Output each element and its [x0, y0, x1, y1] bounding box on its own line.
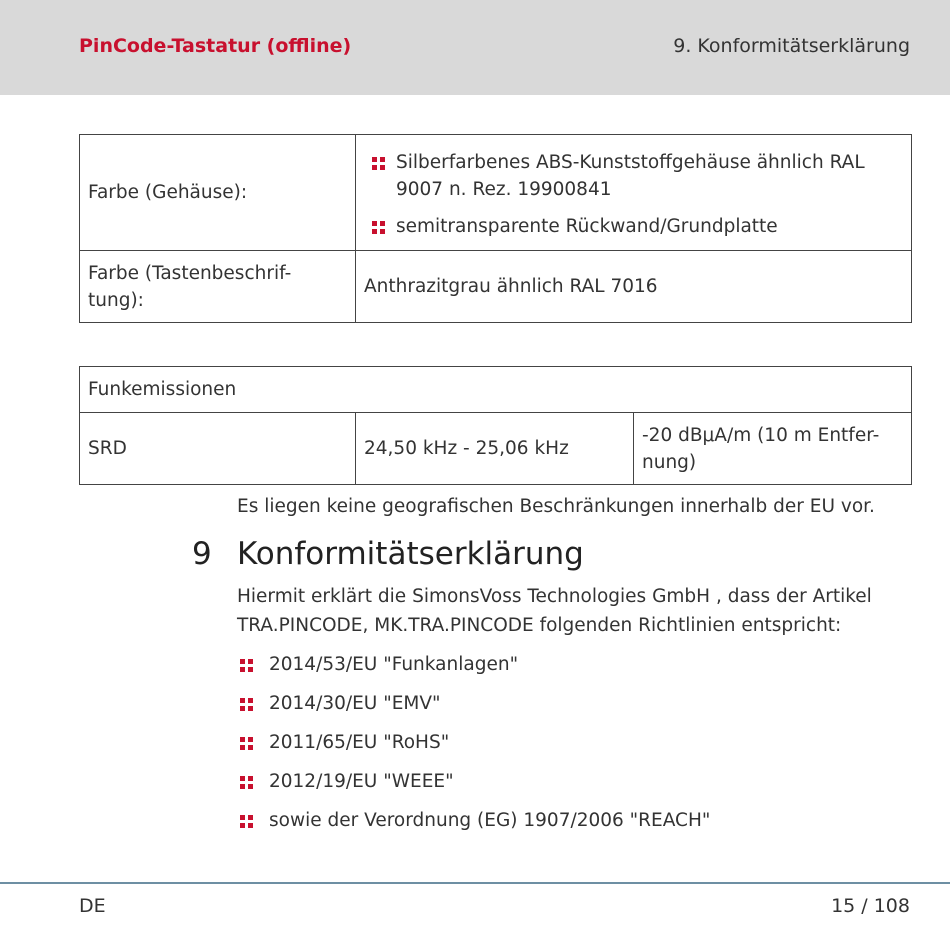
list-item-text: semitransparente Rückwand/Grundplatte [396, 216, 778, 237]
table-row [80, 135, 912, 251]
bullet-icon [240, 659, 253, 672]
bullet-icon [240, 815, 253, 828]
bullet-icon [240, 776, 253, 789]
directive-list [240, 650, 710, 845]
spec-label-housing-color: Farbe (Gehäuse): [80, 135, 356, 251]
list-item [240, 728, 710, 767]
section-title: Konformitätserklärung [237, 536, 584, 572]
directive-text: 2014/53/EU "Funkanlagen" [269, 654, 519, 675]
section-intro: Hiermit erklärt die SimonsVoss Technologies GmbH , dass der Artikel TRA.PINCODE, MK.TRA.PINCODE folgenden Richtlinien entspricht: [237, 586, 872, 636]
emission-frequency: 24,50 kHz - 25,06 kHz [356, 413, 634, 485]
bullet-icon [240, 698, 253, 711]
spec-label-key-color: Farbe (Tastenbeschrif- tung): [80, 251, 356, 323]
bullet-icon [240, 737, 253, 750]
radio-emission-table [79, 366, 912, 485]
emission-type: SRD [80, 413, 356, 485]
list-item [240, 767, 710, 806]
emission-value: -20 dBμA/m (10 m Entfer- nung) [634, 413, 912, 485]
directive-text: 2011/65/EU "RoHS" [269, 732, 450, 753]
list-item [240, 650, 710, 689]
footer-language: DE [79, 895, 106, 917]
eu-note: Es liegen keine geografischen Beschränkungen innerhalb der EU vor. [237, 496, 875, 517]
directive-text: 2012/19/EU "WEEE" [269, 771, 454, 792]
color-spec-table [79, 134, 912, 323]
bullet-icon [372, 157, 385, 170]
table-row [80, 251, 912, 323]
section-number: 9 [192, 536, 212, 572]
page-header [0, 0, 950, 95]
header-product-title: PinCode-Tastatur (offline) [79, 35, 352, 57]
table-row [80, 413, 912, 485]
table-header-row [80, 367, 912, 413]
bullet-icon [372, 221, 385, 234]
list-item [240, 689, 710, 728]
page-number: 15 / 108 [831, 895, 910, 917]
directive-text: sowie der Verordnung (EG) 1907/2006 "REACH" [269, 810, 711, 831]
list-item-text: Silberfarbenes ABS-Kunststoffgehäuse ähnlich RAL 9007 n. Rez. 19900841 [396, 152, 865, 200]
directive-text: 2014/30/EU "EMV" [269, 693, 441, 714]
header-section-title: 9. Konformitätserklärung [673, 35, 910, 57]
spec-value-housing-color [356, 135, 912, 251]
spec-value-key-color: Anthrazitgrau ähnlich RAL 7016 [356, 251, 912, 323]
footer-divider [0, 882, 950, 884]
table-header: Funkemissionen [80, 367, 912, 413]
list-item [364, 213, 903, 240]
list-item [364, 149, 903, 203]
list-item [240, 806, 710, 845]
